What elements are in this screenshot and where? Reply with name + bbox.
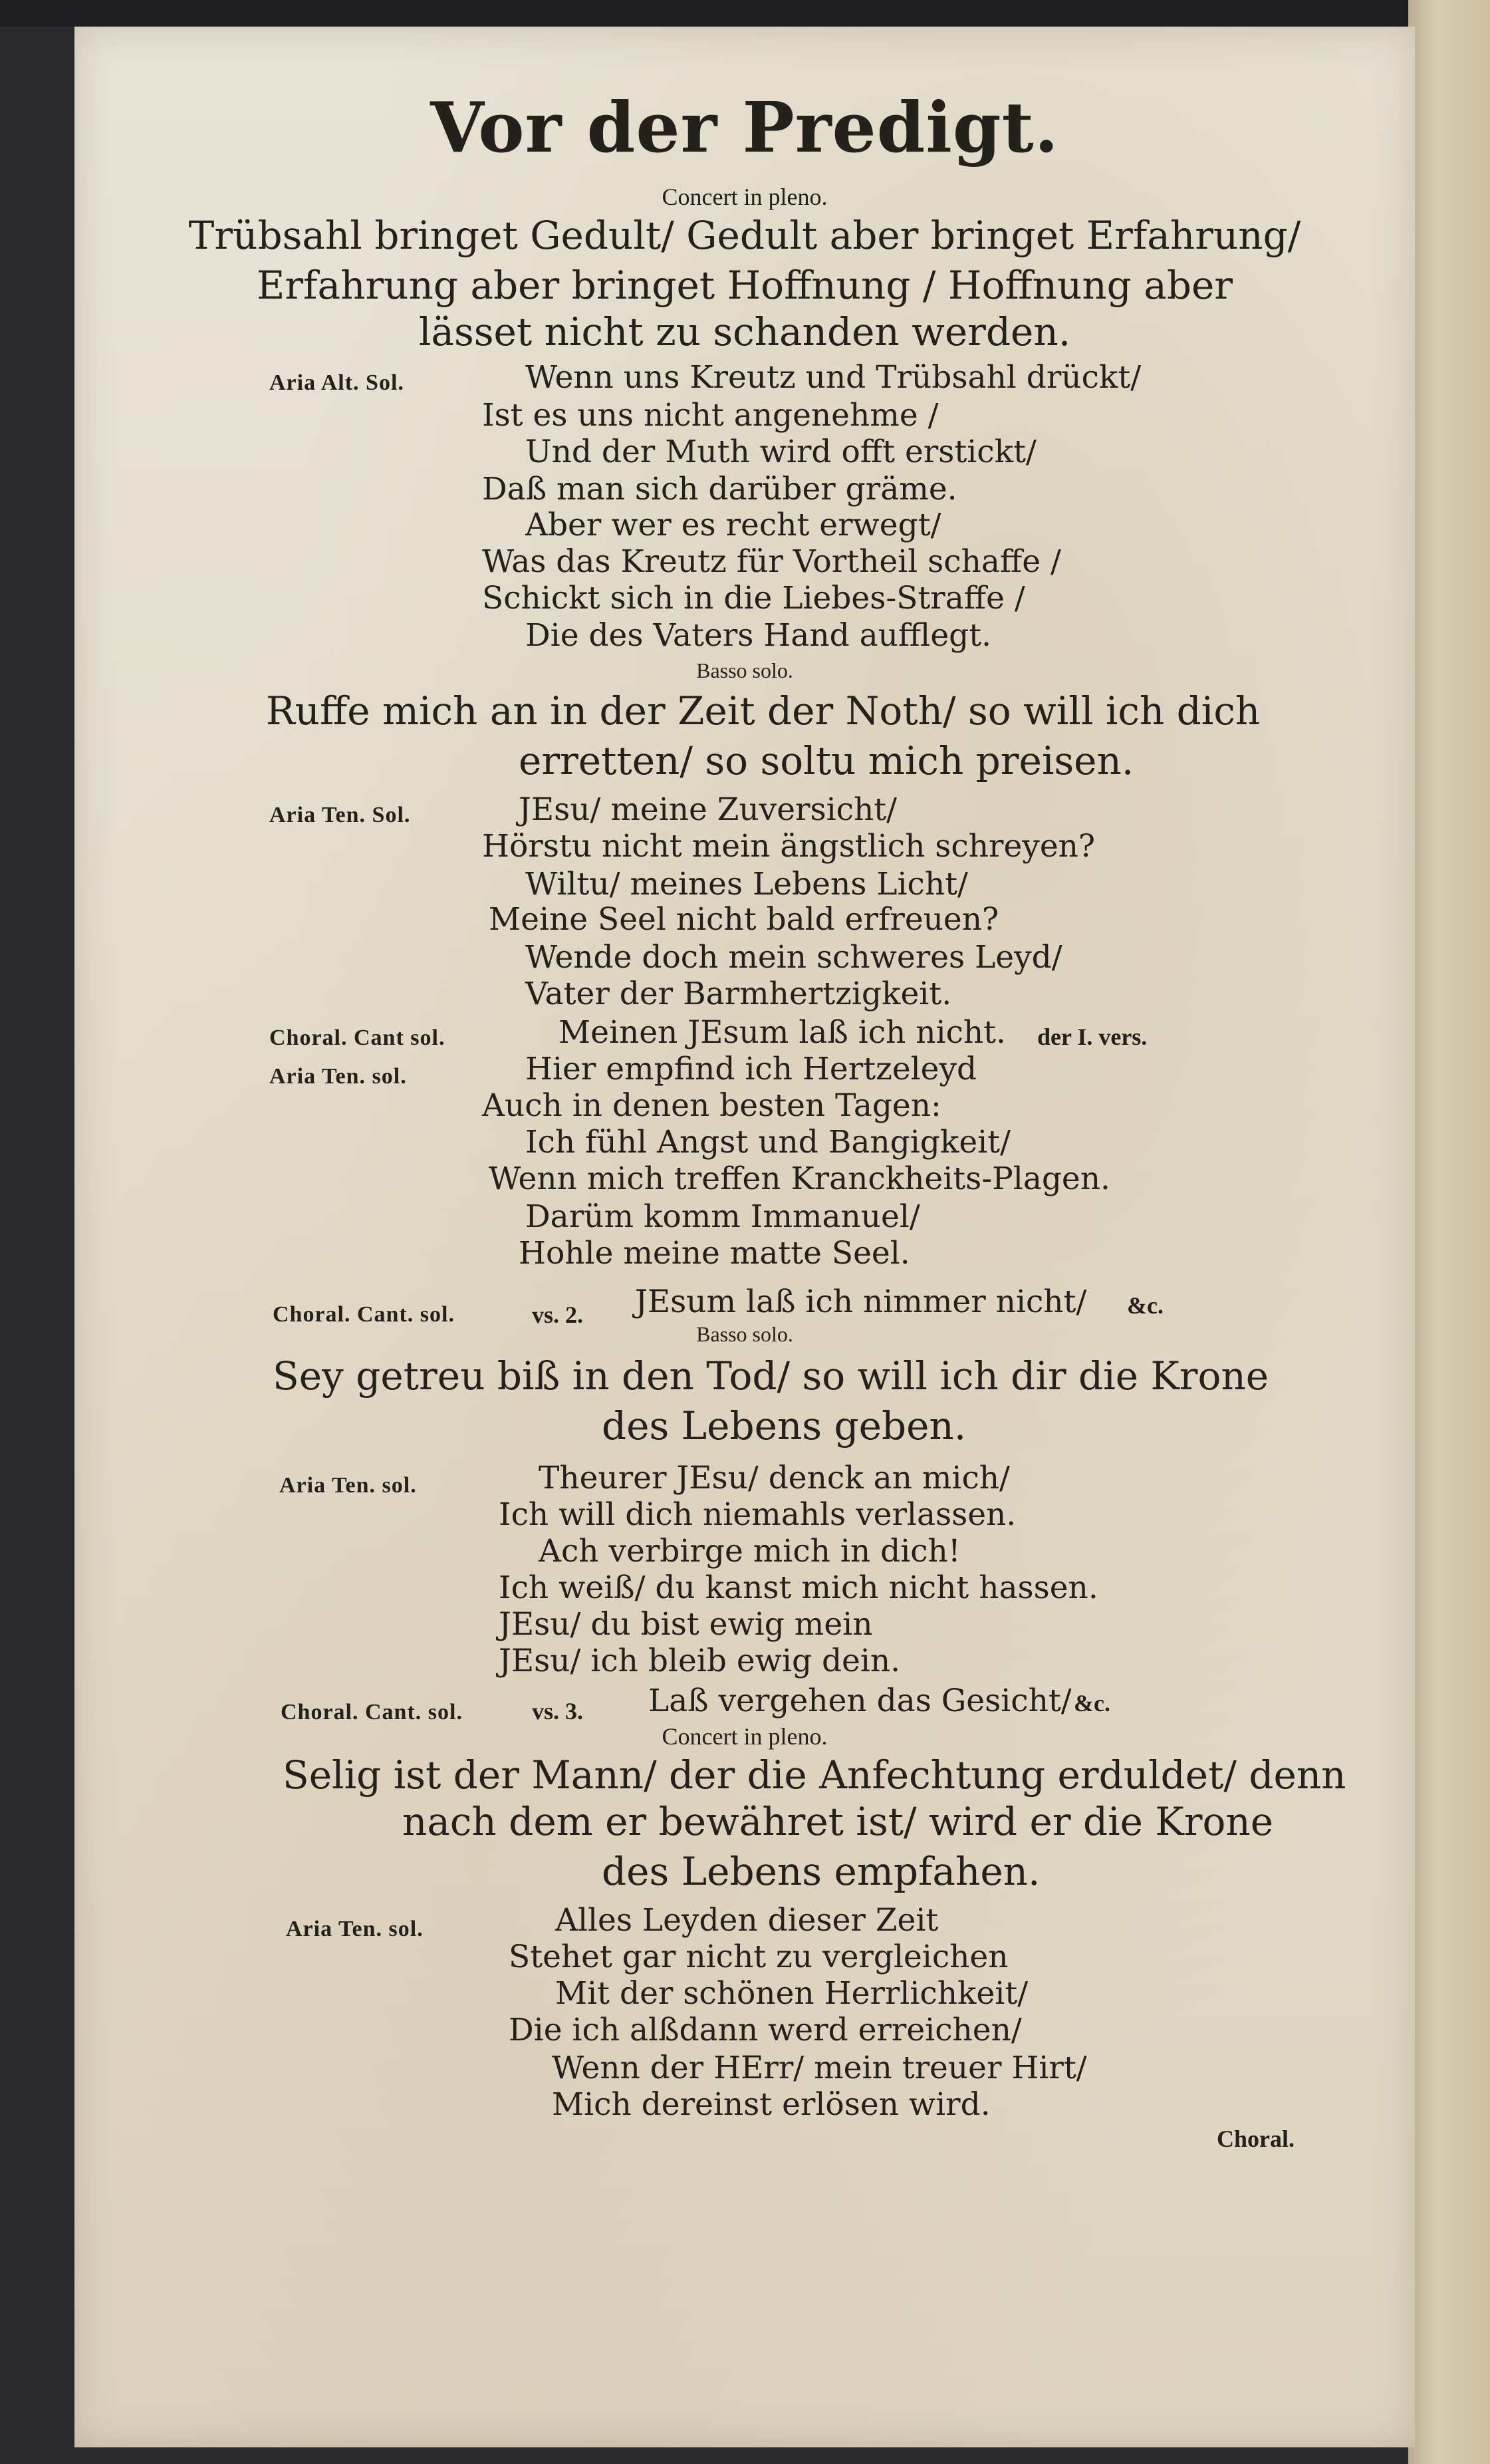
verse-line: Vater der Barmhertzigkeit. [525,976,952,1012]
text-line: nach dem er bewähret ist/ wird er die Krone [402,1799,1274,1844]
verse-line: Ich weiß/ du kanst mich nicht hassen. [499,1570,1098,1606]
verse-line: JEsu/ du bist ewig mein [499,1606,873,1643]
verse-line: Und der Muth wird offt erstickt/ [525,434,1037,470]
verse-line: Darüm komm Immanuel/ [525,1198,920,1235]
section-label: Basso solo. [696,1322,793,1346]
voice-label: Aria Ten. sol. [286,1917,424,1941]
voice-label: Aria Alt. Sol. [269,370,404,395]
text-line: lässet nicht zu schanden werden. [418,309,1071,354]
adjacent-page-edge [1408,0,1490,2464]
verse-line: Wenn uns Kreutz und Trübsahl drückt/ [525,359,1142,396]
verse-reference: vs. 2. [532,1301,584,1328]
verse-line: Mit der schönen Herrlichkeit/ [555,1975,1029,2012]
text-line: des Lebens geben. [602,1403,967,1448]
verse-reference: der I. vers. [1037,1024,1148,1050]
voice-label: Aria Ten. Sol. [269,803,411,827]
verse-line: Theurer JEsu/ denck an mich/ [539,1460,1010,1496]
verse-line: Aber wer es recht erwegt/ [525,507,941,543]
verse-line: Alles Leyden dieser Zeit [555,1902,939,1939]
verse-line: Die des Vaters Hand aufflegt. [525,617,992,654]
verse-line: Ich fühl Angst und Bangigkeit/ [525,1124,1011,1161]
section-label: Concert in pleno. [662,1723,828,1750]
catchword: Choral. [1217,2125,1295,2152]
verse-line: Daß man sich darüber gräme. [482,471,957,507]
voice-label: Choral. Cant sol. [269,1026,445,1050]
voice-label: Aria Ten. sol. [279,1473,417,1498]
voice-label: Choral. Cant. sol. [273,1302,455,1327]
voice-label: Aria Ten. sol. [269,1064,407,1089]
verse-line: Was das Kreutz für Vortheil schaffe / [482,543,1061,580]
verse-line: JEsu/ meine Zuversicht/ [519,791,897,828]
verse-line: JEsu/ ich bleib ewig dein. [499,1643,901,1679]
choral-incipit: Laß vergehen das Gesicht/ [648,1683,1072,1719]
text-line: Trübsahl bringet Gedult/ Gedult aber bringet Erfahrung/ [188,213,1301,258]
verse-line: Wenn mich treffen Kranckheits-Plagen. [489,1161,1110,1197]
section-label: Concert in pleno. [662,184,828,210]
verse-line: Hörstu nicht mein ängstlich schreyen? [482,828,1096,865]
scan-top-border [0,0,1490,27]
text-line: erretten/ so soltu mich preisen. [519,738,1134,783]
section-label: Basso solo. [696,658,793,682]
verse-line: Ich will dich niemahls verlassen. [499,1496,1017,1533]
text-line: Selig ist der Mann/ der die Anfechtung erduldet/ denn [283,1752,1346,1798]
verse-line: Auch in denen besten Tagen: [482,1087,941,1124]
verse-line: Wiltu/ meines Lebens Licht/ [525,866,968,902]
page-title: Vor der Predigt. [430,86,1059,168]
verse-line: Ach verbirge mich in dich! [539,1533,961,1570]
text-line: Ruffe mich an in der Zeit der Noth/ so will ich dich [266,688,1261,734]
voice-label: Choral. Cant. sol. [281,1700,463,1724]
choral-incipit: Meinen JEsum laß ich nicht. [559,1014,1006,1051]
verse-line: Ist es uns nicht angenehme / [482,397,939,434]
verse-line: Hohle meine matte Seel. [519,1235,910,1272]
etc-mark: &c. [1127,1292,1164,1319]
etc-mark: &c. [1074,1690,1110,1716]
verse-line: Mich dereinst erlösen wird. [552,2086,991,2123]
verse-line: Stehet gar nicht zu vergleichen [509,1939,1009,1975]
verse-line: Die ich alßdann werd erreichen/ [509,2012,1022,2048]
verse-line: Hier empfind ich Hertzeleyd [525,1051,977,1087]
text-line: Sey getreu biß in den Tod/ so will ich dir die Krone [273,1353,1269,1399]
choral-incipit: JEsum laß ich nimmer nicht/ [635,1284,1087,1320]
verse-line: Wende doch mein schweres Leyd/ [525,939,1062,976]
verse-line: Meine Seel nicht bald erfreuen? [489,901,999,938]
verse-reference: vs. 3. [532,1698,584,1724]
verse-line: Wenn der HErr/ mein treuer Hirt/ [552,2050,1087,2086]
text-line: Erfahrung aber bringet Hoffnung / Hoffnung aber [256,263,1233,308]
verse-line: Schickt sich in die Liebes-Straffe / [482,580,1025,616]
text-line: des Lebens empfahen. [602,1849,1041,1894]
